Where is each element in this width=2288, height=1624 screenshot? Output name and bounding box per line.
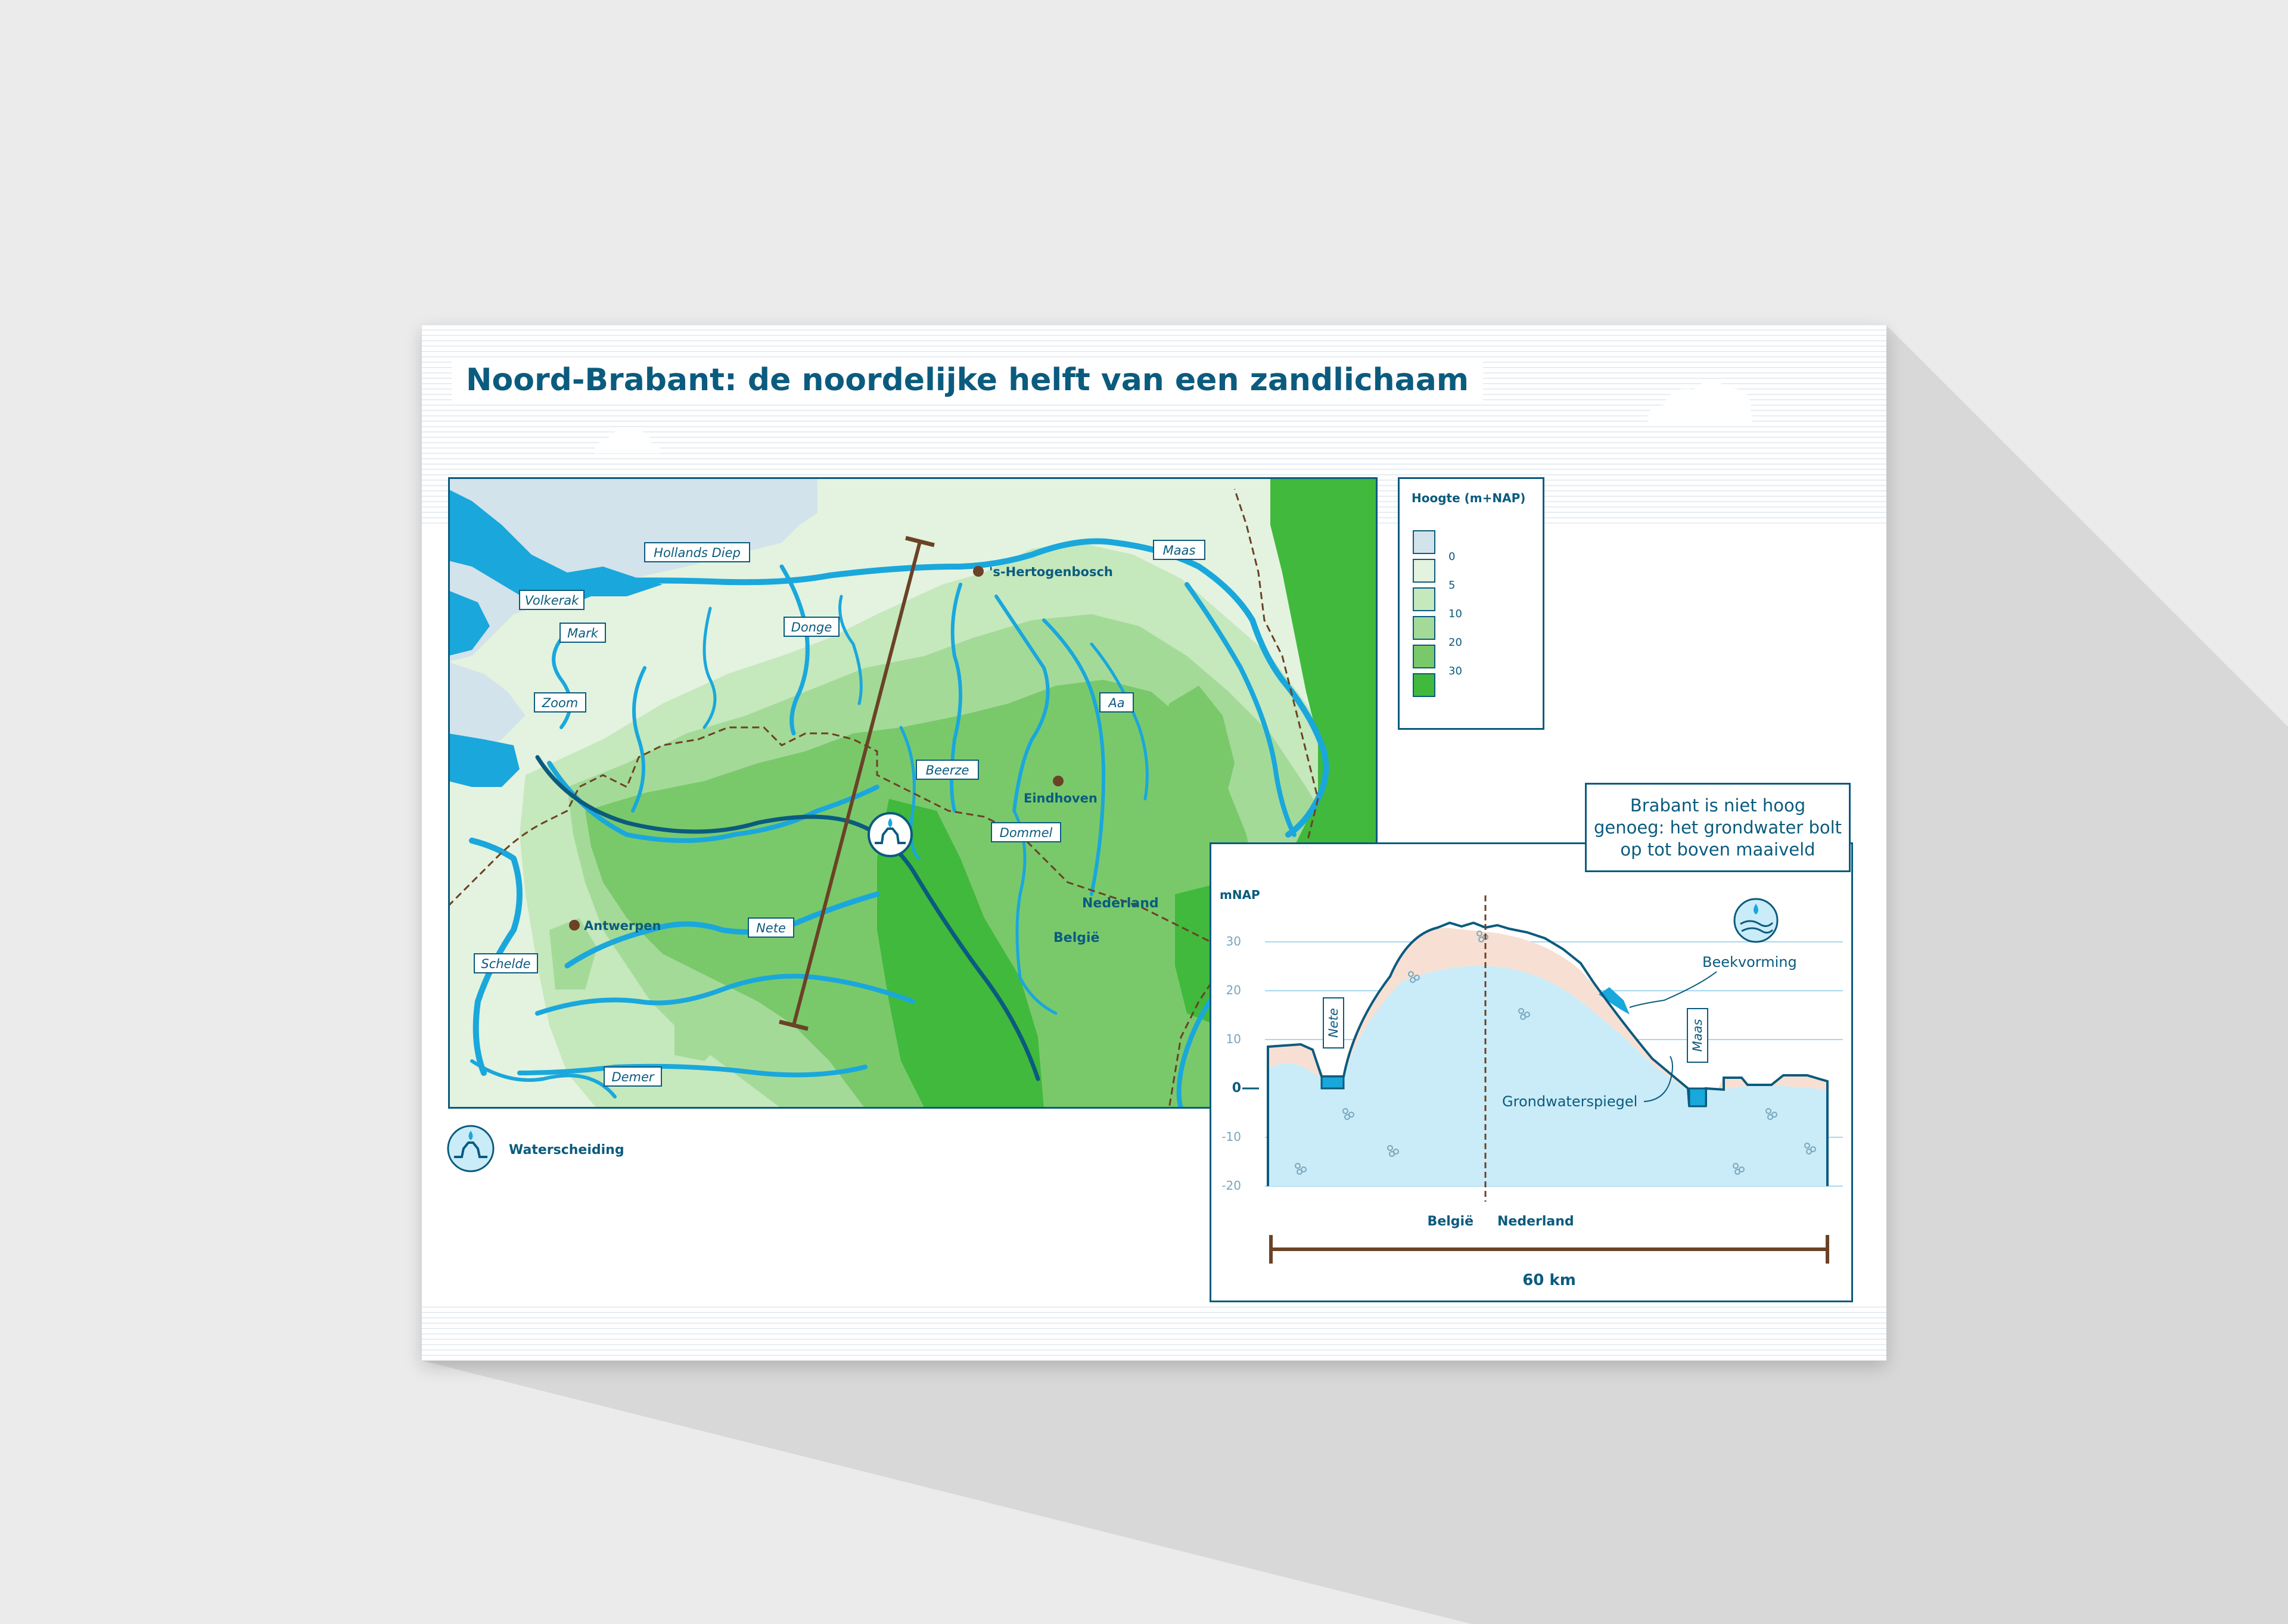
svg-text:Nete: Nete <box>756 921 786 935</box>
waterscheiding-legend-icon <box>444 1122 498 1176</box>
river-label-zoom <box>534 693 586 712</box>
axis-tick: 30 <box>1226 934 1241 948</box>
cloud-icon <box>1637 371 1762 430</box>
cross-section-diagram <box>1211 844 1851 1301</box>
svg-text:Schelde: Schelde <box>481 957 531 971</box>
city-dot <box>1053 776 1064 786</box>
city-antwerpen: Antwerpen <box>584 919 661 933</box>
groundwater-body <box>1268 966 1827 1186</box>
beekvorming-label: Beekvorming <box>1702 954 1797 970</box>
svg-text:Zoom: Zoom <box>542 696 579 710</box>
scale-bar <box>1271 1235 1827 1264</box>
river-label-volkerak <box>520 590 584 609</box>
waterscheiding-label: Waterscheiding <box>509 1143 624 1158</box>
city-dot <box>569 920 580 931</box>
legend-swatch <box>1413 587 1435 611</box>
svg-text:Maas: Maas <box>1162 543 1196 558</box>
legend-label: 10 <box>1448 608 1462 620</box>
axis-unit: mNAP <box>1220 888 1260 902</box>
river-label-dommel <box>991 823 1061 842</box>
height-legend <box>1398 477 1544 730</box>
axis-tick: -20 <box>1221 1178 1241 1193</box>
page-title: Noord-Brabant: de noordelijke helft van een zandlichaam <box>452 359 1483 402</box>
legend-swatch <box>1413 645 1435 668</box>
waterscheiding-icon <box>869 813 912 856</box>
river-label-beerze <box>916 760 978 779</box>
legend-label: 20 <box>1448 636 1462 649</box>
river-label-maas <box>1154 540 1205 559</box>
river-label-aa <box>1100 693 1133 712</box>
svg-text:Nete: Nete <box>1326 1008 1341 1038</box>
legend-swatch <box>1413 616 1435 640</box>
svg-text:Donge: Donge <box>791 620 832 634</box>
svg-text:Maas: Maas <box>1690 1019 1705 1052</box>
poster <box>422 325 1886 1361</box>
cross-section-panel <box>1210 842 1853 1302</box>
label-nederland: Nederland <box>1497 1214 1574 1229</box>
nete-channel <box>1322 1077 1344 1088</box>
country-belgie: België <box>1053 931 1100 945</box>
beekvorming-icon <box>1734 899 1777 942</box>
svg-text:Volkerak: Volkerak <box>524 593 579 608</box>
axis-tick: 10 <box>1226 1032 1241 1046</box>
legend-swatch <box>1413 530 1435 554</box>
river-label-nete <box>748 918 794 937</box>
svg-text:Demer: Demer <box>611 1070 654 1084</box>
legend-swatch <box>1413 559 1435 583</box>
grondwaterspiegel-label: Grondwaterspiegel <box>1502 1093 1638 1110</box>
svg-text:Aa: Aa <box>1108 696 1125 710</box>
river-label-schelde <box>474 954 537 973</box>
callout-text: Brabant is niet hoog genoeg: het grondwater bolt op tot boven maaiveld <box>1593 795 1842 860</box>
city-dot <box>973 566 984 577</box>
svg-text:Hollands Diep: Hollands Diep <box>654 546 741 560</box>
river-label-mark <box>560 623 605 642</box>
maas-channel <box>1689 1088 1706 1106</box>
cloud-icon <box>589 421 666 456</box>
svg-text:Mark: Mark <box>567 626 598 640</box>
legend-label: 30 <box>1448 665 1462 677</box>
river-label-donge <box>784 617 839 636</box>
svg-text:Beerze: Beerze <box>925 763 969 777</box>
legend-label: 0 <box>1448 550 1456 563</box>
axis-tick: -10 <box>1221 1130 1241 1144</box>
country-nederland: Nederland <box>1082 896 1159 911</box>
river-label-demer <box>604 1067 661 1086</box>
axis-tick: 0 <box>1232 1081 1241 1096</box>
profile-label-nete <box>1323 998 1344 1048</box>
legend-title: Hoogte (m+NAP) <box>1412 491 1526 505</box>
scale-label: 60 km <box>1522 1271 1576 1289</box>
profile-label-maas <box>1687 1009 1708 1062</box>
label-belgie: België <box>1427 1214 1473 1229</box>
river-label-hollands-diep <box>645 543 750 562</box>
legend-label: 5 <box>1448 579 1456 592</box>
svg-text:Dommel: Dommel <box>999 826 1053 840</box>
city-den-bosch: 's-Hertogenbosch <box>989 565 1113 579</box>
legend-swatch <box>1413 673 1435 697</box>
callout-box <box>1585 783 1851 872</box>
footer-stripes <box>422 1302 1886 1361</box>
city-eindhoven: Eindhoven <box>1024 791 1098 805</box>
axis-tick: 20 <box>1226 983 1241 997</box>
